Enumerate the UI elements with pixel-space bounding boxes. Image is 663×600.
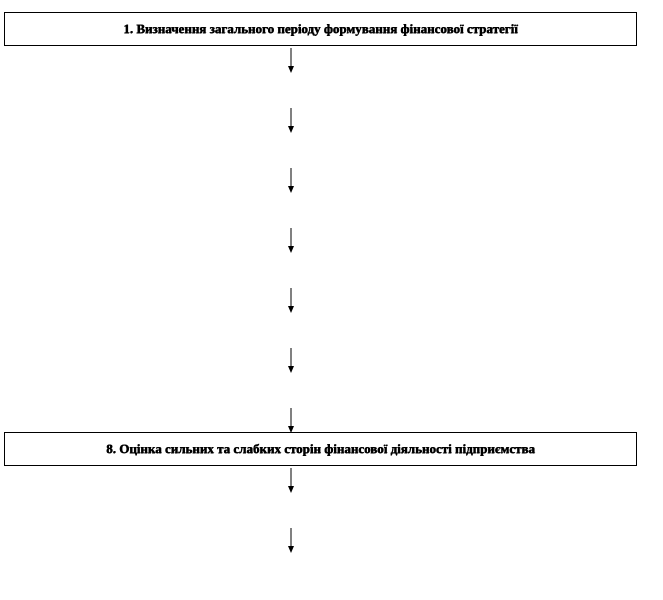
arrow-1	[288, 48, 294, 73]
arrow-2	[288, 108, 294, 133]
arrow-9	[288, 528, 294, 553]
step-label-1: 1. Визначення загального періоду формування фінансової стратегії	[123, 21, 518, 36]
arrow-6	[288, 348, 294, 373]
arrow-5	[288, 288, 294, 313]
arrow-4	[288, 228, 294, 253]
arrow-7	[288, 408, 294, 433]
arrow-3	[288, 168, 294, 193]
arrow-8	[288, 468, 294, 493]
step-label-8: 8. Оцінка сильних та слабких сторін фінансової діяльності підприємства	[106, 441, 535, 456]
